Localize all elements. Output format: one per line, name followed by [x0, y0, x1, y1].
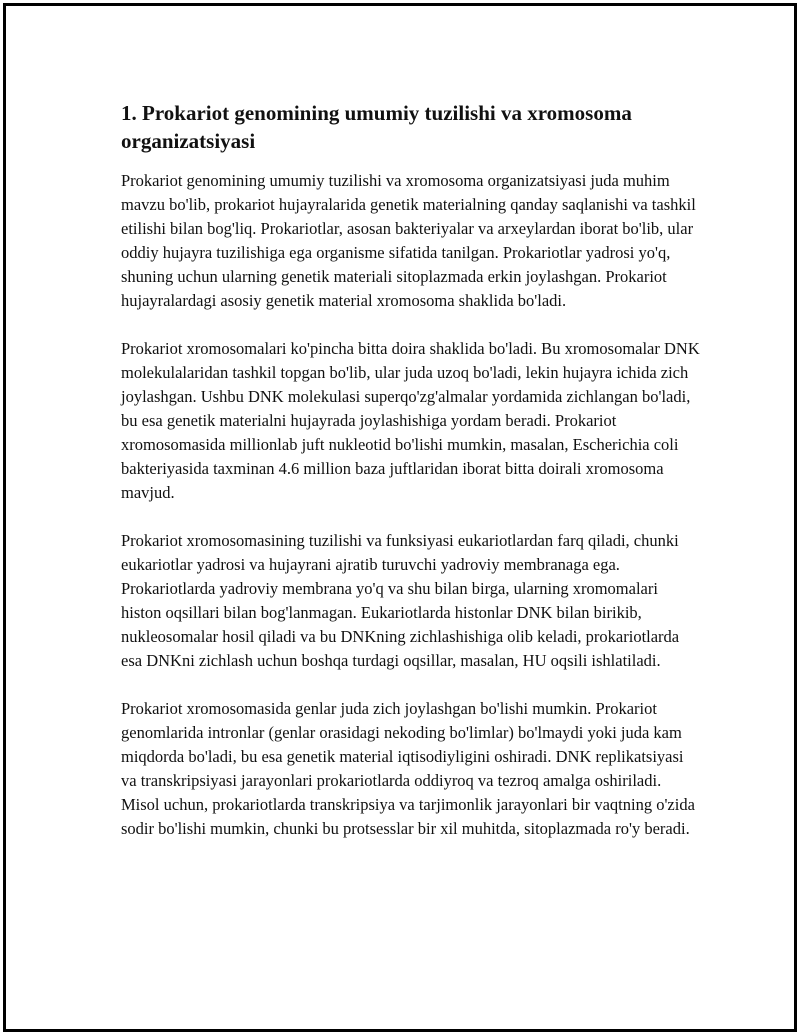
paragraph-4: Prokariot xromosomasida genlar juda zich joylashgan bo'lishi mumkin. Prokariot genomlarida intronlar (genlar orasidagi nekoding bo'limlar) bo'lmaydi yoki juda kam miqdorda bo'ladi, bu esa genetik material iqtisodiyligini oshiradi. DNK replikatsiyasi va transkripsiyasi jarayonlari prokariotlarda oddiyroq va tezroq amalga oshiriladi. Misol uchun, prokariotlarda transkripsiya va tarjimonlik jarayonlari bir vaqtning o'zida sodir bo'lishi mumkin, chunki bu protsesslar bir xil muhitda, sitoplazmada ro'y beradi.	[121, 699, 695, 838]
document-title: 1. Prokariot genomining umumiy tuzilishi va xromosoma organizatsiyasi	[121, 101, 632, 153]
document-body	[121, 99, 701, 865]
paragraph-2: Prokariot xromosomalari ko'pincha bitta doira shaklida bo'ladi. Bu xromosomalar DNK molekulalaridan tashkil topgan bo'lib, ular juda uzoq bo'ladi, lekin hujayra ichida zich joylashgan. Ushbu DNK molekulasi superqo'zg'almalar yordamida zichlangan bo'ladi, bu esa genetik materialni hujayrada joylashishiga yordam beradi. Prokariot xromosomasida millionlab juft nukleotid bo'lishi mumkin, masalan, Escherichia coli bakteriyasida taxminan 4.6 million baza juftlaridan iborat bitta doirali xromosoma mavjud.	[121, 339, 700, 502]
page-frame	[3, 3, 797, 1032]
paragraph-1: Prokariot genomining umumiy tuzilishi va xromosoma organizatsiyasi juda muhim mavzu bo'lib, prokariot hujayralarida genetik materialning qanday saqlanishi va tashkil etilishi bilan bog'liq. Prokariotlar, asosan bakteriyalar va arxeylardan iborat bo'lib, ular oddiy hujayra tuzilishiga ega organisme sifatida tanilgan. Prokariotlar yadrosi yo'q, shuning uchun ularning genetik materiali sitoplazmada erkin joylashgan. Prokariot hujayralardagi asosiy genetik material xromosoma shaklida bo'ladi.	[121, 171, 696, 310]
paragraph-3: Prokariot xromosomasining tuzilishi va funksiyasi eukariotlardan farq qiladi, chunki eukariotlar yadrosi va hujayrani ajratib turuvchi yadroviy membranaga ega. Prokariotlarda yadroviy membrana yo'q va shu bilan birga, ularning xromomalari histon oqsillari bilan bog'lanmagan. Eukariotlarda histonlar DNK bilan birikib, nukleosomalar hosil qiladi va bu DNKning zichlashishiga olib keladi, prokariotlarda esa DNKni zichlash uchun boshqa turdagi oqsillar, masalan, HU oqsili ishlatiladi.	[121, 531, 680, 670]
